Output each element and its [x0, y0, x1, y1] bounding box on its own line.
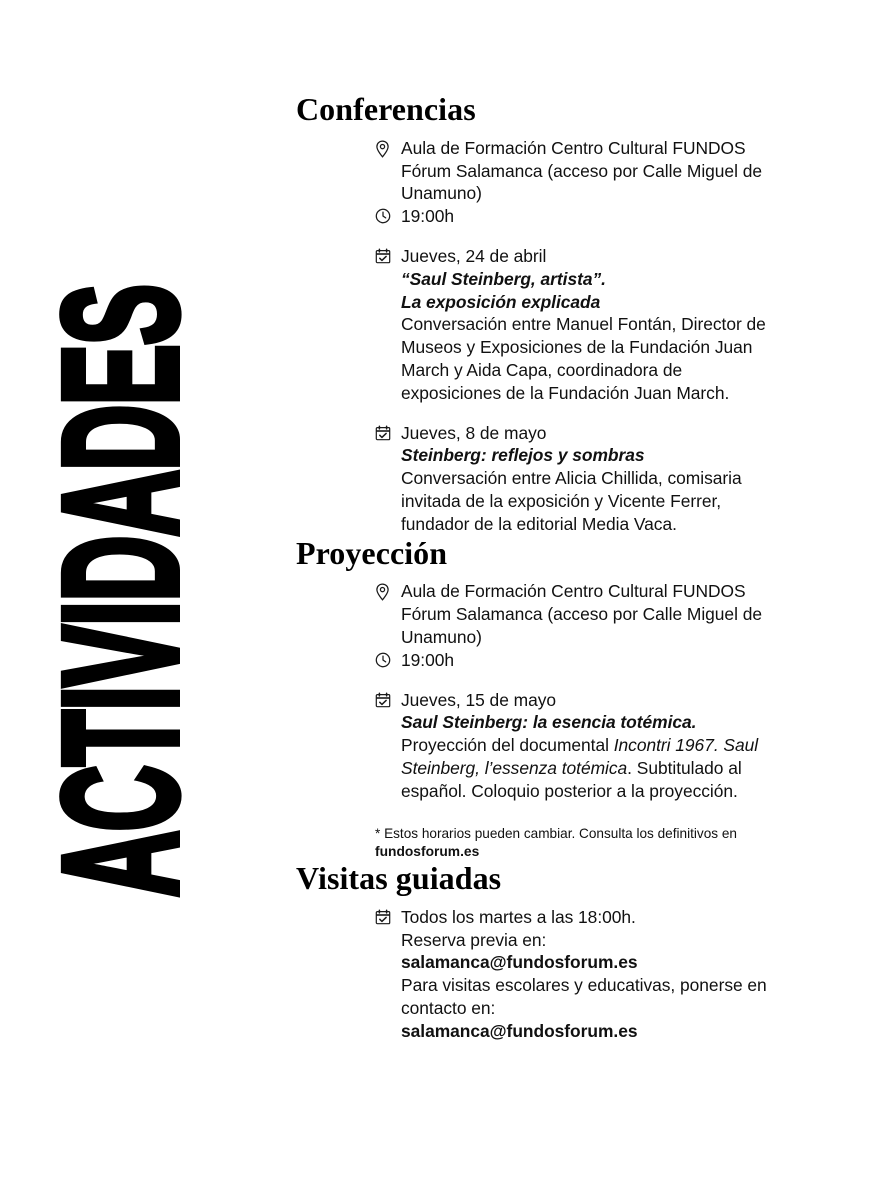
calendar-check-icon: [375, 906, 401, 925]
event-date: Jueves, 24 de abril: [401, 246, 547, 267]
booking-email[interactable]: salamanca@fundosforum.es: [401, 952, 638, 973]
event-title-line-1: “Saul Steinberg, artista”.: [401, 268, 606, 289]
event-row: [375, 689, 774, 803]
visits-row: [375, 906, 774, 1043]
location-pin-icon: [375, 580, 401, 601]
footnote-website[interactable]: fundosforum.es: [375, 843, 480, 859]
event-description: [401, 735, 758, 801]
section-heading-visitas-guiadas: Visitas guiadas: [296, 860, 502, 896]
visits-booking-label: Reserva previa en:: [401, 929, 547, 950]
calendar-check-icon: [375, 245, 401, 264]
time-row: [375, 649, 774, 672]
visits-school-label: Para visitas escolares y educativas, ponerse en contacto en:: [401, 975, 767, 1019]
section-proyeccion: [296, 536, 774, 861]
visits-schedule: Todos los martes a las 18:00h.: [401, 906, 636, 927]
footnote-text: * Estos horarios pueden cambiar. Consulta los definitivos en: [375, 825, 737, 841]
event-description: Conversación entre Alicia Chillida, comisaria invitada de la exposición y Vicente Ferrer, fundador de la editorial Media Vaca.: [401, 468, 742, 534]
visits-block: [401, 906, 774, 1043]
documentary-title: Incontri 1967. Saul Steinberg, l’essenza totémica: [401, 735, 759, 778]
calendar-check-icon: [375, 422, 401, 441]
schedule-footnote: [375, 825, 774, 861]
venue-row: [375, 137, 774, 205]
event-title-line-2: La exposición explicada: [401, 291, 601, 312]
clock-icon: [375, 205, 401, 224]
calendar-check-icon: [375, 689, 401, 708]
event-block: [401, 245, 774, 405]
location-pin-icon: [375, 137, 401, 158]
event-block: [401, 422, 774, 536]
description-lead: Proyección del documental: [401, 735, 614, 756]
event-date: Jueves, 8 de mayo: [401, 422, 547, 443]
event-date: Jueves, 15 de mayo: [401, 689, 557, 710]
section-visitas-guiadas: [296, 861, 774, 1043]
event-description: Conversación entre Manuel Fontán, Director de Museos y Exposiciones de la Fundación Juan March y Aida Capa, coordinadora de exposiciones de la Fundación Juan March.: [401, 314, 766, 403]
venue-text: Aula de Formación Centro Cultural FUNDOS Fórum Salamanca (acceso por Calle Miguel de Unamuno): [401, 581, 762, 647]
time-row: [375, 205, 774, 228]
clock-icon: [375, 649, 401, 668]
event-title-line-1: Steinberg: reflejos y sombras: [401, 445, 645, 466]
time-text: 19:00h: [401, 649, 454, 670]
event-title-line-1: Saul Steinberg: la esencia totémica.: [401, 712, 697, 733]
event-row: [375, 422, 774, 536]
page-title: ACTIVIDADES: [28, 284, 212, 897]
venue-text: Aula de Formación Centro Cultural FUNDOS Fórum Salamanca (acceso por Calle Miguel de Unamuno): [401, 137, 762, 204]
event-row: [375, 245, 774, 405]
activities-content: [296, 92, 774, 1043]
section-heading-proyeccion: Proyección: [296, 534, 448, 571]
event-block: [401, 689, 774, 803]
time-text: 19:00h: [401, 206, 454, 227]
section-conferencias: [296, 92, 774, 536]
venue-row: [375, 580, 774, 648]
section-heading-conferencias: Conferencias: [296, 91, 476, 127]
description-tail: . Subtitulado al español. Coloquio posterior a la proyección.: [401, 757, 742, 801]
poster-vertical-title-area: [0, 0, 240, 1181]
school-contact-email[interactable]: salamanca@fundosforum.es: [401, 1020, 638, 1041]
